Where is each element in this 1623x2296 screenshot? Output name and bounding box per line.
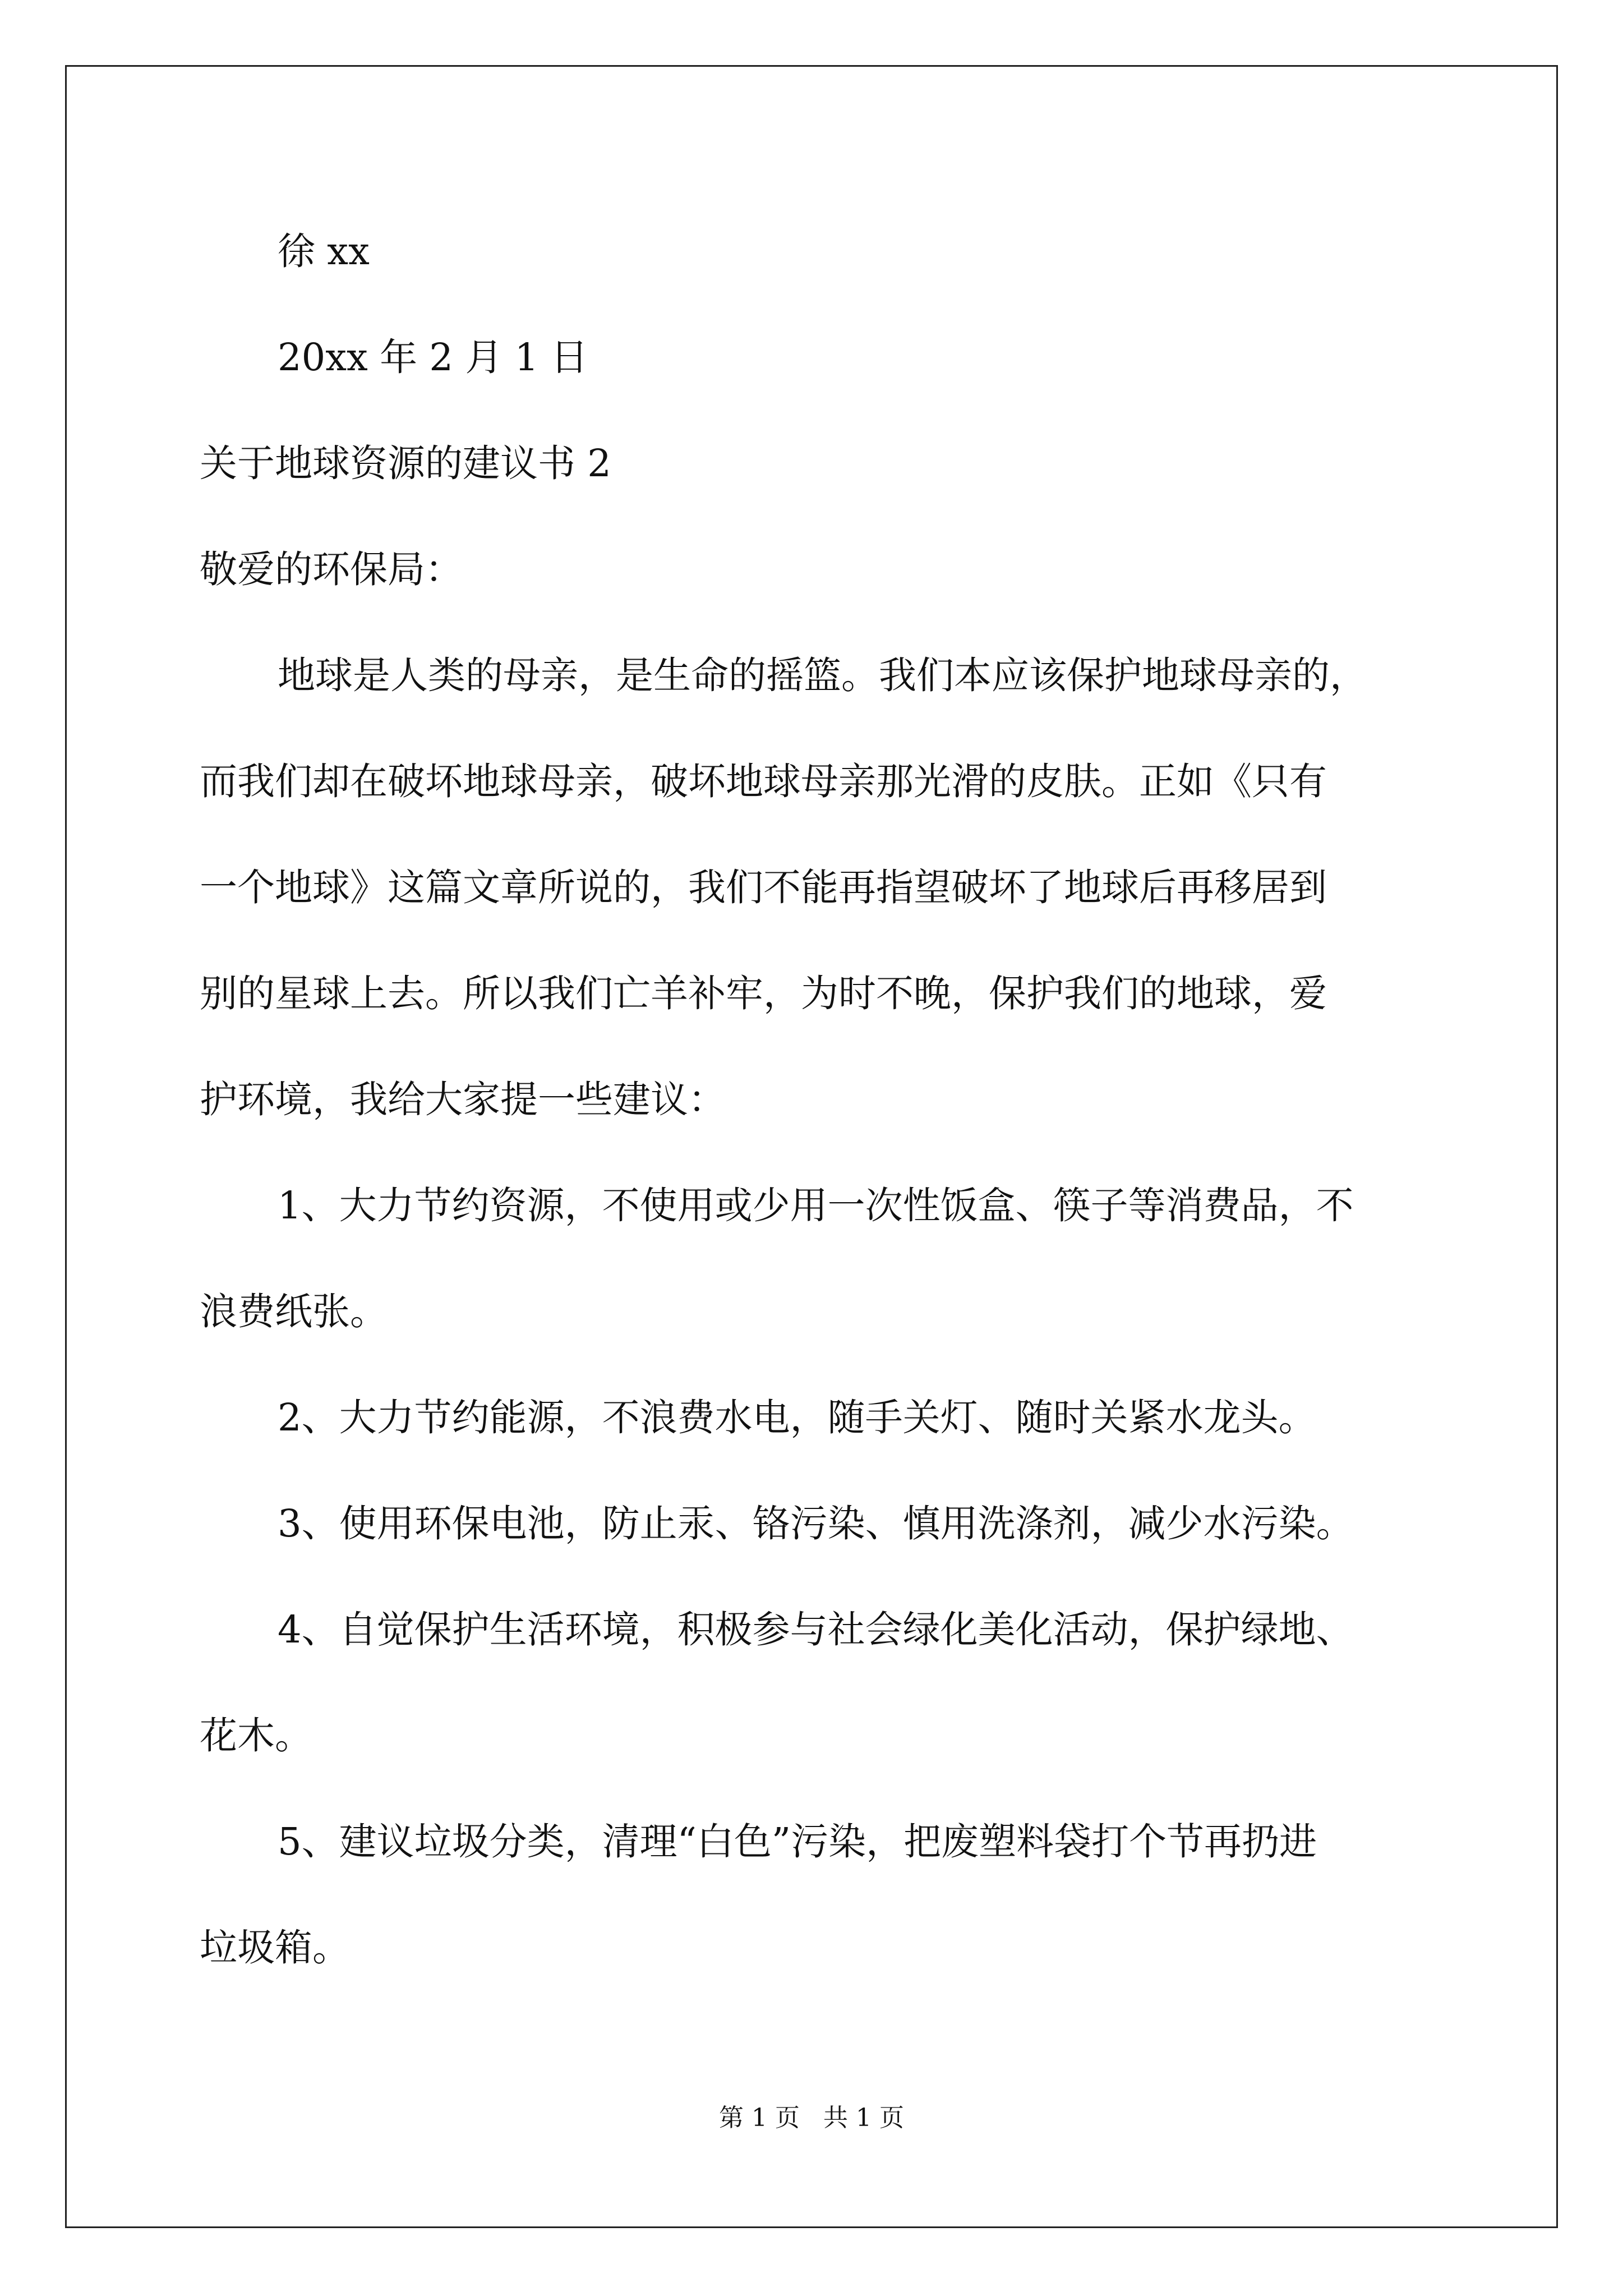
signature-name: 徐 xx (278, 229, 370, 273)
body-line: 花木。 (200, 1714, 312, 1757)
body-line: 1、大力节约资源，不使用或少用一次性饭盒、筷子等消费品，不 (278, 1184, 1354, 1227)
body-line: 5、建议垃圾分类，清理“白色”污染，把废塑料袋打个节再扔进 (278, 1820, 1317, 1864)
body-line: 别的星球上去。所以我们亡羊补牢，为时不晚，保护我们的地球，爱 (200, 972, 1327, 1015)
page-footer: 第 1 页 共 1 页 (719, 2104, 904, 2132)
document-title: 关于地球资源的建议书 2 (200, 441, 611, 485)
body-line: 2、大力节约能源，不浪费水电，随手关灯、随时关紧水龙头。 (278, 1396, 1316, 1439)
body-line: 3、使用环保电池，防止汞、铬污染、慎用洗涤剂，减少水污染。 (278, 1502, 1354, 1545)
body-line: 浪费纸张。 (200, 1290, 388, 1333)
body-line: 4、自觉保护生活环境，积极参与社会绿化美化活动，保护绿地、 (278, 1608, 1354, 1651)
signature-date: 20xx 年 2 月 1 日 (278, 335, 588, 379)
salutation: 敬爱的环保局： (200, 547, 463, 591)
body-line: 一个地球》这篇文章所说的，我们不能再指望破坏了地球后再移居到 (200, 866, 1327, 909)
body-line: 地球是人类的母亲，是生命的摇篮。我们本应该保护地球母亲的， (278, 654, 1367, 697)
body-line: 而我们却在破坏地球母亲，破坏地球母亲那光滑的皮肤。正如《只有 (200, 760, 1327, 803)
page-border (65, 65, 1558, 2228)
body-line: 护环境，我给大家提一些建议： (200, 1078, 726, 1121)
body-line: 垃圾箱。 (200, 1926, 350, 1970)
